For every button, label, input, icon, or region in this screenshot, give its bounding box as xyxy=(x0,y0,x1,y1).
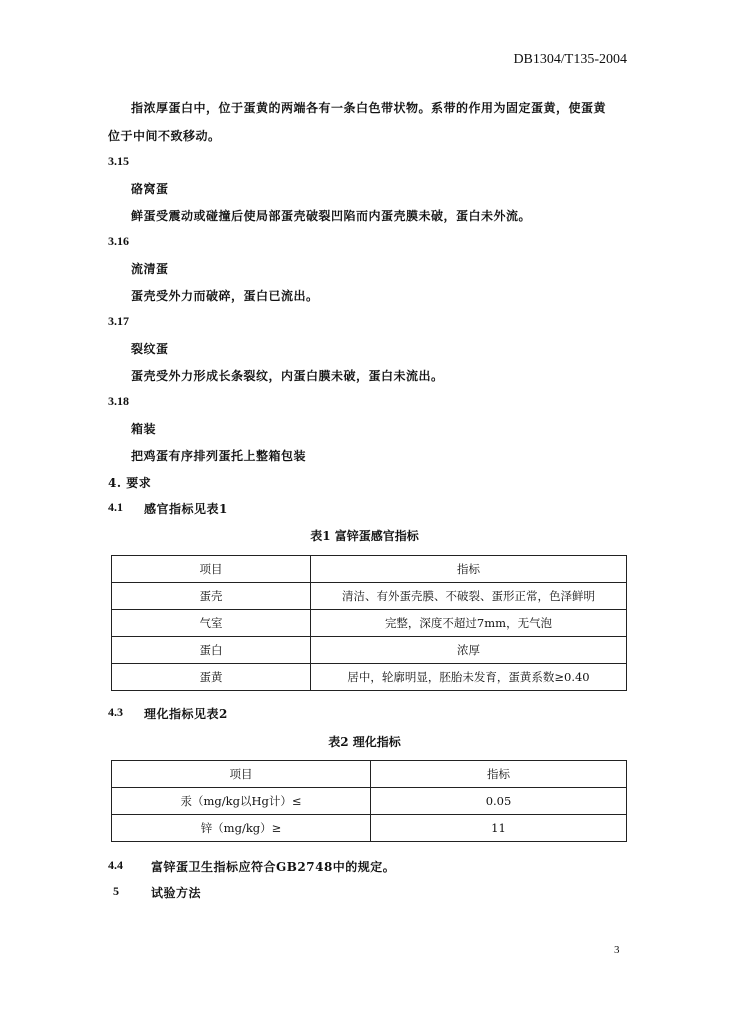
table-header-cell: 项目 xyxy=(112,556,311,583)
term-definition: 把鸡蛋有序排列蛋托上整箱包装 xyxy=(131,449,307,463)
table-row xyxy=(112,788,627,815)
section-number: 3.18 xyxy=(108,394,129,408)
term-title: 裂纹蛋 xyxy=(131,342,169,356)
term-definition: 蛋壳受外力形成长条裂纹，内蛋白膜未破，蛋白未流出。 xyxy=(131,369,444,383)
section-number: 5 xyxy=(113,884,119,898)
document-id: DB1304/T135-2004 xyxy=(513,52,627,67)
table-header-cell: 指标 xyxy=(371,761,627,788)
table2-caption: 表2 理化指标 xyxy=(328,735,401,749)
table-header-cell: 指标 xyxy=(311,556,627,583)
table-cell: 居中，轮廓明显，胚胎未发育，蛋黄系数≥0.40 xyxy=(311,664,627,691)
table-cell: 完整，深度不超过7mm，无气泡 xyxy=(311,610,627,637)
table-header-row xyxy=(112,761,627,788)
section-number: 3.15 xyxy=(108,154,129,168)
table1-caption: 表1 富锌蛋感官指标 xyxy=(310,529,419,543)
table-header-cell: 项目 xyxy=(112,761,371,788)
table-row xyxy=(112,664,627,691)
paragraph-line: 指浓厚蛋白中，位于蛋黄的两端各有一条白色带状物。系带的作用为固定蛋黄，使蛋黄 xyxy=(131,101,607,115)
table-cell: 11 xyxy=(371,815,627,842)
table-cell: 蛋壳 xyxy=(112,583,311,610)
table2 xyxy=(111,760,627,842)
section-text: 富锌蛋卫生指标应符合GB2748中的规定。 xyxy=(151,860,396,874)
table-cell: 浓厚 xyxy=(311,637,627,664)
section-heading: 4. 要求 xyxy=(108,476,152,490)
table-row xyxy=(112,637,627,664)
term-definition: 鲜蛋受震动或碰撞后使局部蛋壳破裂凹陷而内蛋壳膜未破，蛋白未外流。 xyxy=(131,209,532,223)
section-number: 4.4 xyxy=(108,858,123,872)
page-number: 3 xyxy=(614,944,620,956)
table-cell: 清洁、有外蛋壳膜、不破裂、蛋形正常，色泽鲜明 xyxy=(311,583,627,610)
section-number: 4.1 xyxy=(108,500,123,514)
table-cell: 锌（mg/kg）≥ xyxy=(112,815,371,842)
table-cell: 蛋黄 xyxy=(112,664,311,691)
section-heading: 试验方法 xyxy=(151,886,202,900)
section-number: 4.3 xyxy=(108,705,123,719)
section-number: 3.17 xyxy=(108,314,129,328)
section-number: 3.16 xyxy=(108,234,129,248)
table-row xyxy=(112,583,627,610)
table-cell: 0.05 xyxy=(371,788,627,815)
table-header-row xyxy=(112,556,627,583)
table-cell: 蛋白 xyxy=(112,637,311,664)
table-row xyxy=(112,815,627,842)
table1 xyxy=(111,555,627,691)
paragraph-line: 位于中间不致移动。 xyxy=(108,129,221,143)
term-title: 硌窝蛋 xyxy=(131,182,169,196)
table-row xyxy=(112,610,627,637)
term-definition: 蛋壳受外力而破碎，蛋白已流出。 xyxy=(131,289,319,303)
term-title: 流清蛋 xyxy=(131,262,169,276)
section-text: 感官指标见表1 xyxy=(144,502,228,516)
section-text: 理化指标见表2 xyxy=(144,707,228,721)
term-title: 箱装 xyxy=(131,422,157,436)
table-cell: 气室 xyxy=(112,610,311,637)
table-cell: 汞（mg/kg以Hg计）≤ xyxy=(112,788,371,815)
